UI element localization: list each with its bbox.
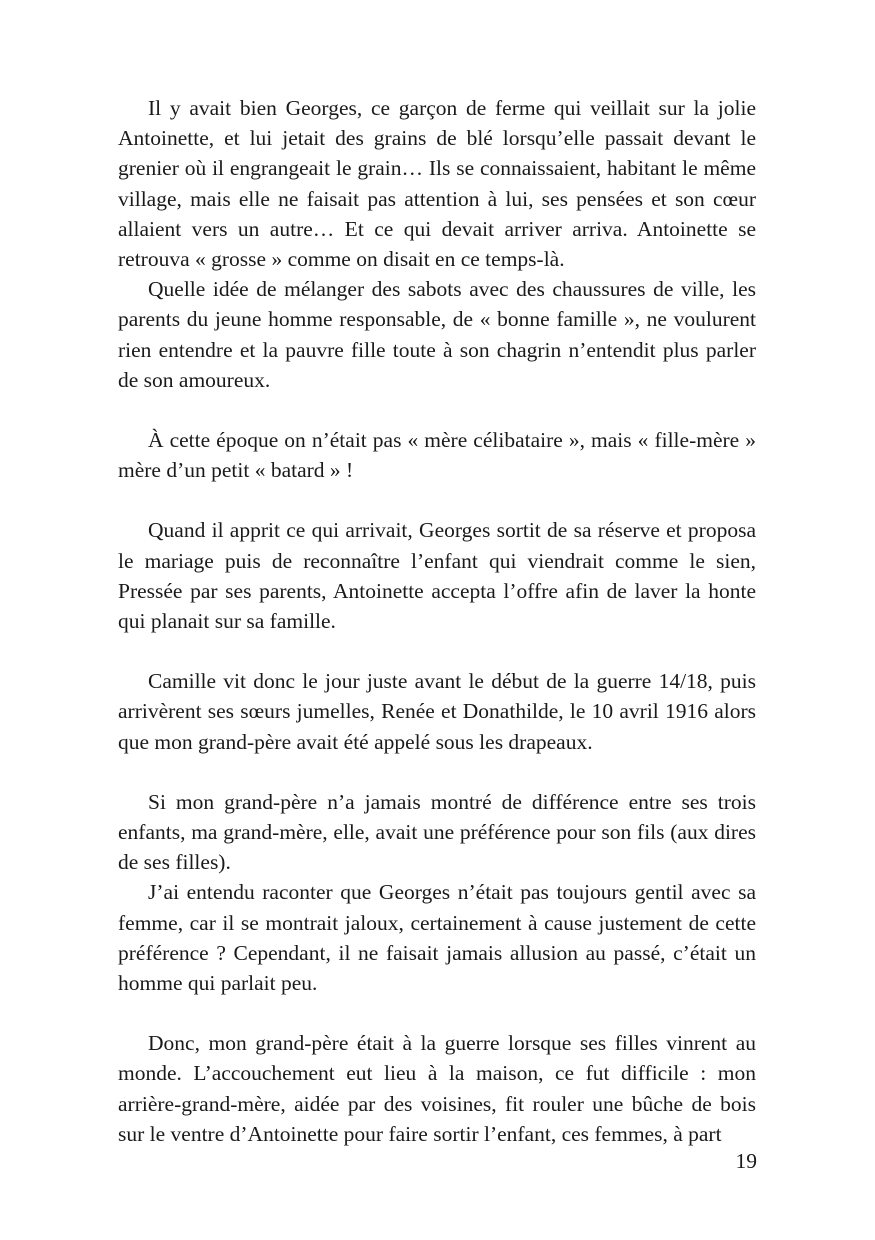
paragraph: Il y avait bien Georges, ce garçon de ferme qui veillait sur la jolie Antoinette, et lui jetait des grains de blé lorsqu’elle passait devant le grenier où il engrangeait le grain… Ils se connaissaient, habitant le même village, mais elle ne faisait pas attention à lui, ses pensées et son cœur allaient vers un autre… Et ce qui devait arriver arriva. Antoinette se retrouva « grosse » comme on disait en ce temps-là. [118,96,756,272]
paragraph: Donc, mon grand-père était à la guerre lorsque ses filles vinrent au monde. L’accouchement eut lieu à la maison, ce fut difficile : mon arrière-grand-mère, aidée par des voisines, fit rouler une bûche de bois sur le ventre d’Antoinette pour faire sortir l’enfant, ces femmes, à part [118,1031,756,1146]
paragraph: Si mon grand-père n’a jamais montré de différence entre ses trois enfants, ma grand-mère, elle, avait une préférence pour son fils (aux dires de ses filles). [118,789,756,875]
paragraph: J’ai entendu raconter que Georges n’était pas toujours gentil avec sa femme, car il se montrait jaloux, certainement à cause justement de cette préférence ? Cependant, il ne faisait jamais allusion au passé, c’était un homme qui parlait peu. [118,880,756,996]
paragraph: Quand il apprit ce qui arrivait, Georges sortit de sa réserve et proposa le mariage puis de reconnaître l’enfant qui viendrait comme le sien, Pressée par ses parents, Antoinette accepta l’offre afin de laver la honte qui planait sur sa famille. [118,518,756,634]
paragraph: Camille vit donc le jour juste avant le début de la guerre 14/18, puis arrivèrent ses sœurs jumelles, Renée et Donathilde, le 10 avril 1916 alors que mon grand-père avait été appelé sous les drapeaux. [118,669,756,754]
page-number: 19 [735,1149,757,1173]
paragraph: À cette époque on n’était pas « mère célibataire », mais « fille-mère » mère d’un petit « batard » ! [118,428,756,483]
body-text [118,93,756,1149]
paragraph: Quelle idée de mélanger des sabots avec des chaussures de ville, les parents du jeune homme responsable, de « bonne famille », ne voulurent rien entendre et la pauvre fille toute à son chagrin n’entendit plus parler de son amoureux. [118,277,756,392]
